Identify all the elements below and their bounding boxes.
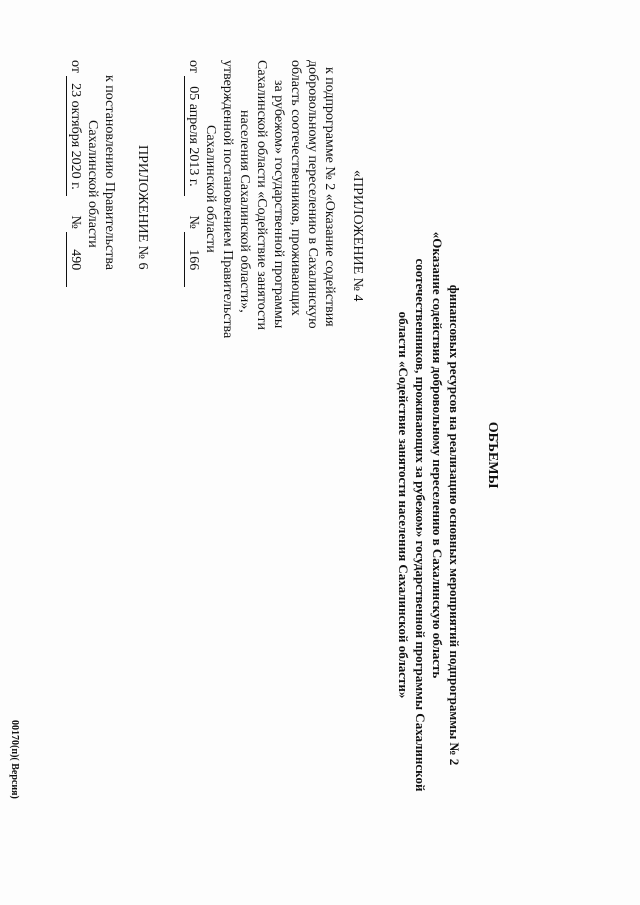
appendix-4-number: 166 [184,232,201,287]
appendix-4-line: к подпрограмме № 2 «Оказание содействия [322,67,337,327]
appendix-6-line2: Сахалинской области [85,120,100,248]
heading-line: финансовых ресурсов на реализацию основных мероприятий подпрограммы № 2 [447,284,462,766]
heading-line: «Оказание содействия добровольному переселению в Сахалинскую область [430,231,445,679]
appendix-4-line: область соотечественников, проживающих [288,60,303,316]
heading-title: ОБЪЕМЫ [485,421,500,489]
heading-line: области «Содействие занятости населения Сахалинской области» [396,311,411,699]
appendix-4-line: за рубежом» государственной программы [271,80,286,329]
appendix-6-date-prefix: от [68,60,83,73]
appendix-6-number: 490 [66,232,83,287]
appendix-6-line1: к постановлению Правительства [102,75,117,271]
appendix-4-block [186,60,365,360]
appendix-4-title: «ПРИЛОЖЕНИЕ № 4 [350,170,365,302]
appendix-6-num-sign: № [68,215,83,229]
appendix-4-line: добровольному переселению в Сахалинскую [305,60,320,329]
appendix-6-block [68,60,150,360]
appendix-4-num-sign: № [186,215,201,229]
footer-code [9,720,20,799]
appendix-4-line: Сахалинской области [203,125,218,253]
appendix-4-line: утвержденной постановлением Правительства [220,60,235,339]
footer-code-text: 00170(п)( Версия) [9,720,20,799]
appendix-4-date-prefix: от [186,60,201,73]
appendix-4-date: 05 апреля 2013 г. [184,76,201,196]
appendix-4-date-row [184,60,201,287]
appendix-6-date-row [66,60,83,287]
heading-block [396,200,500,850]
appendix-6-title: ПРИЛОЖЕНИЕ № 6 [135,145,150,270]
appendix-6-date: 23 октября 2020 г. [66,76,83,196]
heading-line: соотечественников, проживающих за рубежом» государственной программы Сахалинской [413,258,428,792]
appendix-4-line: населения Сахалинской области», [237,110,252,313]
appendix-4-line: Сахалинской области «Содействие занятости [254,60,269,330]
